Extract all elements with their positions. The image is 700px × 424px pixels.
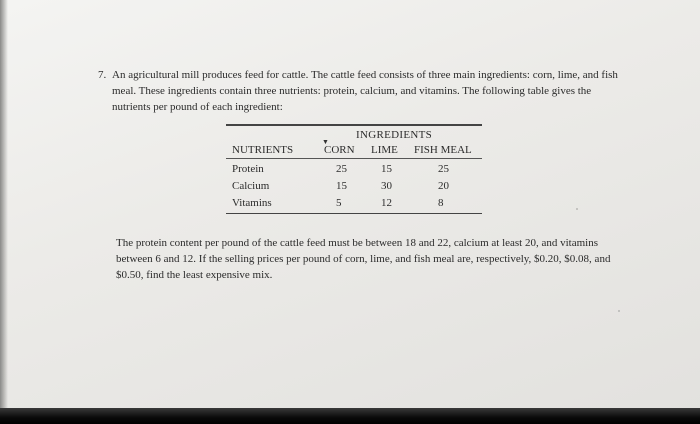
cell-corn: 25	[336, 162, 347, 175]
cursor-arrow-icon: ▼	[322, 137, 329, 146]
column-header-fish-meal: FISH MEAL	[414, 143, 472, 156]
row-label: Protein	[232, 162, 264, 175]
cell-lime: 15	[381, 162, 392, 175]
column-header-corn: CORN	[324, 143, 355, 156]
column-header-lime: LIME	[371, 143, 398, 156]
table-bottom-rule	[226, 213, 482, 215]
cell-lime: 12	[381, 196, 392, 209]
column-header-nutrients: NUTRIENTS	[232, 143, 294, 156]
table-column-header-row	[226, 141, 482, 158]
cell-lime: 30	[381, 179, 392, 192]
cell-fish-meal: 20	[438, 179, 449, 192]
cell-corn: 5	[336, 196, 342, 209]
cell-fish-meal: 25	[438, 162, 449, 175]
problem-constraints-text: The protein content per pound of the cattle feed must be between 18 and 22, calcium at least 20, and vitamins between 6 and 12. If the selling prices per pound of corn, lime, and fish meal are, respectively, $0.20, $0.08, and $0.50, find the least expensive mix.	[116, 237, 611, 281]
paper-speck	[618, 310, 620, 312]
nutrients-table	[226, 124, 482, 214]
table-row	[226, 160, 482, 177]
row-label: Calcium	[232, 179, 270, 192]
table-row	[226, 194, 482, 211]
paper-speck	[576, 208, 578, 210]
problem-statement	[98, 67, 620, 115]
ingredients-header: INGREDIENTS	[356, 128, 433, 141]
table-group-header-row	[226, 126, 482, 146]
table-body	[226, 159, 482, 213]
table-row	[226, 177, 482, 194]
cell-fish-meal: 8	[438, 196, 444, 209]
cell-corn: 15	[336, 179, 347, 192]
screen-bottom-edge	[0, 408, 700, 424]
row-label: Vitamins	[232, 196, 272, 209]
problem-number: 7.	[98, 69, 107, 81]
problem-text: An agricultural mill produces feed for cattle. The cattle feed consists of three main ingredients: corn, lime, and fish meal. These ingredients contain three nutrients: protein, calcium, and vitamins. The following table gives the nutrients per pound of each ingredient:	[112, 69, 618, 113]
